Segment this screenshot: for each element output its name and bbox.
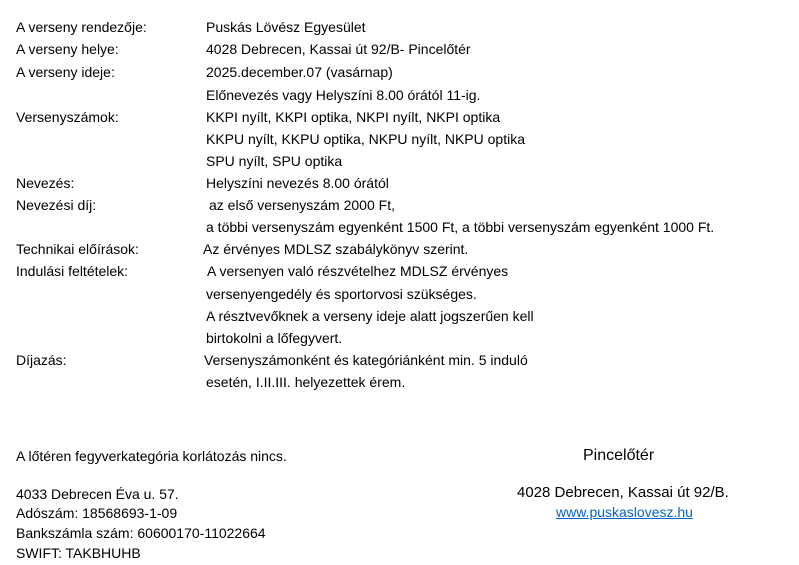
events-label: Versenyszámok: [16,109,119,125]
venue-address: 4028 Debrecen, Kassai út 92/B. [517,484,729,501]
conditions-line: versenyengedély és sportorvosi szükséges. [206,286,477,302]
conditions-line: A versenyen való részvételhez MDLSZ érvényes [207,263,509,279]
events-line: SPU nyílt, SPU optika [206,153,343,169]
organizer-value: Puskás Lövész Egyesület [206,19,366,35]
events-line: KKPI nyílt, KKPI optika, NKPI nyílt, NKPI optika [206,109,501,125]
technical-value: Az érvényes MDLSZ szabálykönyv szerint. [203,241,469,257]
tax-id-text: Adószám: 18568693-1-09 [16,505,178,521]
entry-label: Nevezés: [16,175,75,191]
venue-value: 4028 Debrecen, Kassai út 92/B- Pincelőtér [206,41,471,57]
fee-line: az első versenyszám 2000 Ft, [209,197,395,213]
organizer-label: A verseny rendezője: [16,19,147,35]
conditions-label: Indulási feltételek: [16,263,129,279]
entry-value: Helyszíni nevezés 8.00 órától [206,175,389,191]
bank-account-text: Bankszámla szám: 60600170-11022664 [16,525,266,541]
notice-text: A lőtéren fegyverkategória korlátozás nincs. [16,448,287,464]
venue-label: A verseny helye: [16,41,119,57]
date-extra: Előnevezés vagy Helyszíni 8.00 órától 11-ig. [206,87,481,103]
website-link[interactable]: www.puskaslovesz.hu [556,504,693,520]
fee-label: Nevezési díj: [16,197,97,213]
date-value: 2025.december.07 (vasárnap) [206,64,393,80]
awards-line: esetén, I.II.III. helyezettek érem. [206,374,406,390]
date-label: A verseny ideje: [16,64,115,80]
conditions-line: A résztvevőknek a verseny ideje alatt jogszerűen kell [206,308,534,324]
technical-label: Technikai előírások: [16,241,139,257]
address-text: 4033 Debrecen Éva u. 57. [16,486,179,502]
awards-line: Versenyszámonként és kategóriánként min. 5 induló [204,352,528,368]
swift-text: SWIFT: TAKBHUHB [16,545,141,561]
conditions-line: birtokolni a lőfegyvert. [206,330,343,346]
fee-line: a többi versenyszám egyenként 1500 Ft, a többi versenyszám egyenként 1000 Ft. [206,219,715,235]
awards-label: Díjazás: [16,352,67,368]
events-line: KKPU nyílt, KKPU optika, NKPU nyílt, NKPU optika [206,131,526,147]
venue-name: Pincelőtér [583,447,655,464]
